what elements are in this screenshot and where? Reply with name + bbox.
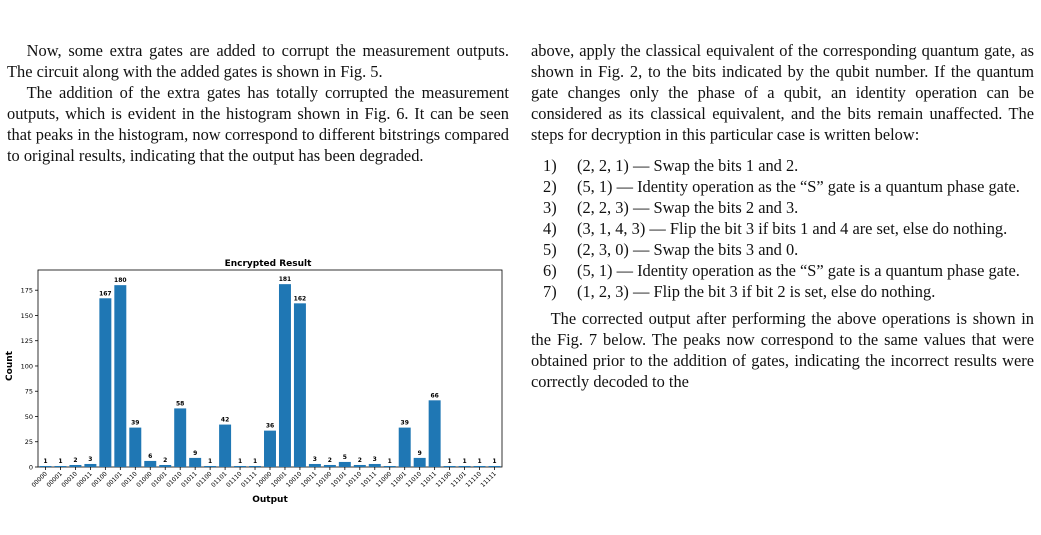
x-tick-label: 11111 <box>479 470 498 489</box>
y-tick-label: 100 <box>20 362 33 371</box>
list-item <box>531 260 1034 281</box>
bar-value-label: 162 <box>293 295 307 303</box>
bar-value-label: 3 <box>372 455 377 463</box>
y-tick-label: 0 <box>28 463 33 472</box>
y-tick-label: 25 <box>24 438 33 447</box>
bar-value-label: 167 <box>99 290 112 298</box>
bar <box>174 408 186 467</box>
bar-value-label: 6 <box>148 452 153 460</box>
list-item <box>531 197 1034 218</box>
bar <box>204 466 216 467</box>
bar <box>39 466 51 467</box>
x-tick-label: 11101 <box>449 470 468 489</box>
bar <box>459 466 471 467</box>
bar-value-label: 58 <box>176 400 185 408</box>
list-item <box>531 155 1034 176</box>
bar-value-label: 5 <box>342 453 347 461</box>
x-tick-label: 11000 <box>374 470 394 489</box>
bar-value-label: 39 <box>131 419 140 427</box>
x-tick-label: 01110 <box>225 470 244 489</box>
left-column <box>7 40 509 166</box>
step-text: (3, 1, 4, 3) — Flip the bit 3 if bits 1 and 4 are set, else do nothing. <box>577 219 1008 238</box>
bar <box>219 425 231 467</box>
x-tick-label: 11100 <box>434 470 454 489</box>
paragraph: The addition of the extra gates has totally corrupted the measurement outputs, which is evident in the histogram shown in Fig. 6. It can be seen that peaks in the histogram, now correspond to different bitstrings compared to original results, indicating that the output has been degraded. <box>7 83 509 165</box>
bar <box>249 466 261 467</box>
bar <box>129 428 141 467</box>
bar-value-label: 1 <box>462 457 467 465</box>
bar <box>144 461 156 467</box>
list-item <box>531 176 1034 197</box>
histogram-chart <box>0 258 515 530</box>
x-tick-label: 11010 <box>404 470 424 489</box>
bar-value-label: 181 <box>278 276 292 284</box>
bar-value-label: 1 <box>208 457 213 465</box>
y-tick-label: 175 <box>20 286 33 295</box>
step-number: 7) <box>543 282 557 301</box>
x-axis-label: Output <box>252 495 288 505</box>
x-tick-label: 10100 <box>314 470 334 489</box>
bar-value-label: 3 <box>88 455 93 463</box>
y-tick-label: 150 <box>20 311 33 320</box>
x-tick-label: 10101 <box>329 470 349 489</box>
x-tick-label: 00101 <box>105 470 124 489</box>
x-tick-label: 01011 <box>180 470 199 489</box>
x-tick-label: 10000 <box>254 470 274 489</box>
x-tick-label: 11110 <box>464 470 483 489</box>
bar-value-label: 9 <box>417 449 422 457</box>
y-tick-label: 50 <box>24 412 33 421</box>
bar-value-label: 42 <box>220 416 230 424</box>
x-tick-label: 10001 <box>269 470 289 489</box>
x-tick-label: 01100 <box>195 470 214 489</box>
bar <box>234 466 246 467</box>
bar <box>399 428 411 467</box>
bar <box>444 466 456 467</box>
y-axis-label: Count <box>5 351 15 381</box>
x-tick-label: 01000 <box>135 470 154 489</box>
bar <box>354 465 366 467</box>
x-tick-label: 11001 <box>389 470 409 489</box>
step-text: (2, 3, 0) — Swap the bits 3 and 0. <box>577 240 799 259</box>
step-number: 1) <box>543 156 557 175</box>
step-text: (1, 2, 3) — Flip the bit 3 if bit 2 is set, else do nothing. <box>577 282 936 301</box>
bar-value-label: 2 <box>357 456 362 464</box>
bar <box>54 466 66 467</box>
bar <box>414 458 426 467</box>
x-tick-label: 10111 <box>359 470 379 489</box>
paragraph: The corrected output after performing the above operations is shown in the Fig. 7 below. The peaks now correspond to the same values that were obtained prior to the addition of gates, indicating the incorrect results were correctly decoded to the <box>531 309 1034 391</box>
x-tick-label: 11011 <box>419 470 439 489</box>
bar <box>324 465 336 467</box>
bar <box>114 285 126 467</box>
bar-value-label: 39 <box>400 419 409 427</box>
bar-value-label: 1 <box>447 457 452 465</box>
x-tick-label: 01101 <box>210 470 229 489</box>
bar <box>369 464 381 467</box>
bar <box>279 284 291 467</box>
step-text: (5, 1) — Identity operation as the “S” gate is a quantum phase gate. <box>577 177 1020 196</box>
step-number: 2) <box>543 177 557 196</box>
bar-value-label: 1 <box>387 457 392 465</box>
x-tick-label: 00000 <box>30 470 49 489</box>
bar-value-label: 1 <box>237 457 243 465</box>
bar-value-label: 66 <box>430 392 439 400</box>
list-item <box>531 218 1034 239</box>
bar-value-label: 2 <box>73 456 78 464</box>
bar-value-label: 2 <box>163 456 168 464</box>
bar <box>309 464 321 467</box>
x-tick-label: 10010 <box>284 470 304 489</box>
y-tick-label: 75 <box>24 387 33 396</box>
bar <box>384 466 396 467</box>
bar-value-label: 1 <box>252 457 258 465</box>
bar-value-label: 36 <box>265 422 275 430</box>
decryption-steps <box>531 155 1034 302</box>
bar-value-label: 2 <box>327 456 332 464</box>
bar <box>339 462 351 467</box>
chart-title: Encrypted Result <box>224 259 312 269</box>
bar <box>489 466 501 467</box>
x-tick-label: 00011 <box>75 470 94 489</box>
x-tick-label: 10110 <box>344 470 364 489</box>
bar <box>429 400 441 467</box>
list-item <box>531 239 1034 260</box>
step-text: (5, 1) — Identity operation as the “S” gate is a quantum phase gate. <box>577 261 1020 280</box>
bar <box>159 465 171 467</box>
x-tick-label: 01010 <box>165 470 184 489</box>
bar-value-label: 9 <box>193 449 198 457</box>
paragraph: Now, some extra gates are added to corrupt the measurement outputs. The circuit along with the added gates is shown in Fig. 5. <box>7 41 509 81</box>
x-tick-label: 00110 <box>120 470 139 489</box>
bar <box>474 466 486 467</box>
step-number: 4) <box>543 219 557 238</box>
bar-value-label: 1 <box>43 457 48 465</box>
right-column <box>531 40 1034 392</box>
step-number: 3) <box>543 198 557 217</box>
bar <box>294 303 306 467</box>
x-tick-label: 00010 <box>60 470 79 489</box>
bar-value-label: 1 <box>58 457 63 465</box>
bar <box>69 465 81 467</box>
encrypted-result-figure <box>0 258 515 530</box>
step-text: (2, 2, 3) — Swap the bits 2 and 3. <box>577 198 799 217</box>
bar-value-label: 1 <box>492 457 497 465</box>
x-tick-label: 00100 <box>90 470 109 489</box>
y-tick-label: 125 <box>20 337 33 346</box>
paragraph: above, apply the classical equivalent of the corresponding quantum gate, as shown in Fig. 2, to the bits indicated by the qubit number. If the quantum gate changes only the phase of a qubit, an identity operation can be considered as its classical equivalent, and the bits remain unaffected. The steps for decryption in this particular case is written below: <box>531 41 1034 144</box>
bar <box>264 431 276 467</box>
step-number: 5) <box>543 240 557 259</box>
x-tick-label: 00001 <box>45 470 64 489</box>
x-tick-label: 10011 <box>299 470 319 489</box>
bar <box>99 298 111 467</box>
list-item <box>531 281 1034 302</box>
bar-value-label: 180 <box>114 277 127 285</box>
bar <box>189 458 201 467</box>
step-text: (2, 2, 1) — Swap the bits 1 and 2. <box>577 156 799 175</box>
bar-value-label: 3 <box>312 455 317 463</box>
bar-value-label: 1 <box>477 457 482 465</box>
step-number: 6) <box>543 261 557 280</box>
x-tick-label: 01001 <box>150 470 169 489</box>
x-tick-label: 01111 <box>239 470 259 489</box>
bar <box>84 464 96 467</box>
